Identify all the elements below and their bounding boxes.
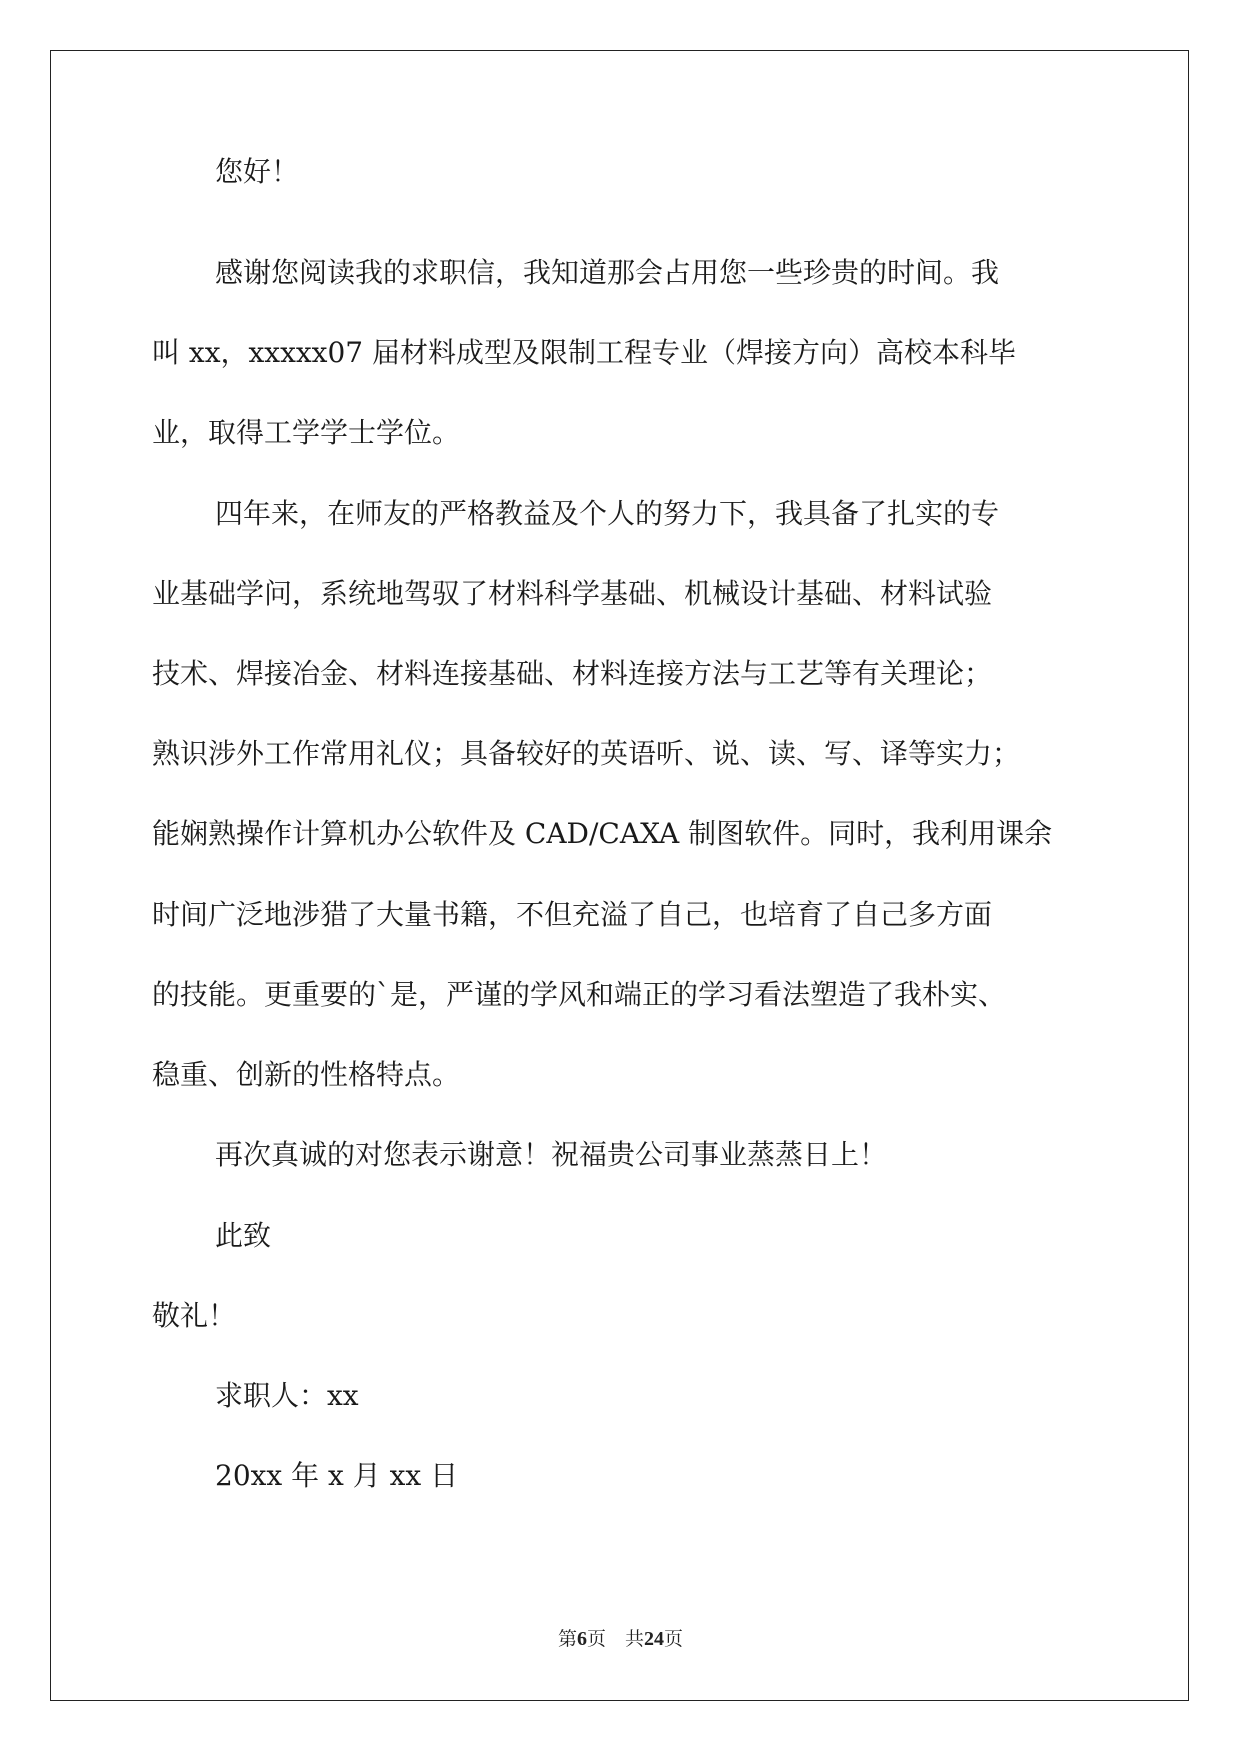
closing-thanks: 再次真诚的对您表示谢意！祝福贵公司事业蒸蒸日上！ — [215, 1138, 888, 1171]
paragraph-line: 能娴熟操作计算机办公软件及 CAD/CAXA 制图软件。同时，我利用课余 — [152, 817, 1053, 850]
paragraph-line: 叫 xx，xxxxx07 届材料成型及限制工程专业（焊接方向）高校本科毕 — [152, 336, 1016, 369]
paragraph-line: 稳重、创新的性格特点。 — [152, 1058, 461, 1091]
salutation-jingli: 敬礼！ — [152, 1299, 237, 1332]
paragraph-line: 四年来，在师友的严格教益及个人的努力下，我具备了扎实的专 — [215, 497, 1000, 530]
date: 20xx 年 x 月 xx 日 — [215, 1459, 459, 1492]
signature: 求职人：xx — [215, 1379, 359, 1412]
paragraph-line: 感谢您阅读我的求职信，我知道那会占用您一些珍贵的时间。我 — [215, 256, 1000, 289]
page-footer — [0, 1624, 1241, 1651]
salutation-cizhi: 此致 — [215, 1219, 272, 1252]
footer-page-mid: 页 共 — [586, 1628, 644, 1650]
paragraph-line: 的技能。更重要的`是，严谨的学风和端正的学习看法塑造了我朴实、 — [152, 978, 1007, 1011]
paragraph-line: 业，取得工学学士学位。 — [152, 416, 461, 449]
paragraph-line: 业基础学问，系统地驾驭了材料科学基础、机械设计基础、材料试验 — [152, 577, 993, 610]
footer-page-total: 24 — [644, 1628, 664, 1650]
footer-page-suffix: 页 — [664, 1628, 684, 1650]
paragraph-line: 熟识涉外工作常用礼仪；具备较好的英语听、说、读、写、译等实力； — [152, 737, 1021, 770]
paragraph-line: 时间广泛地涉猎了大量书籍，不但充溢了自己，也培育了自己多方面 — [152, 898, 993, 931]
greeting: 您好！ — [215, 155, 300, 188]
paragraph-line: 技术、焊接冶金、材料连接基础、材料连接方法与工艺等有关理论； — [152, 657, 993, 690]
footer-page-number: 6 — [576, 1628, 587, 1650]
footer-page-prefix: 第 — [557, 1628, 577, 1650]
